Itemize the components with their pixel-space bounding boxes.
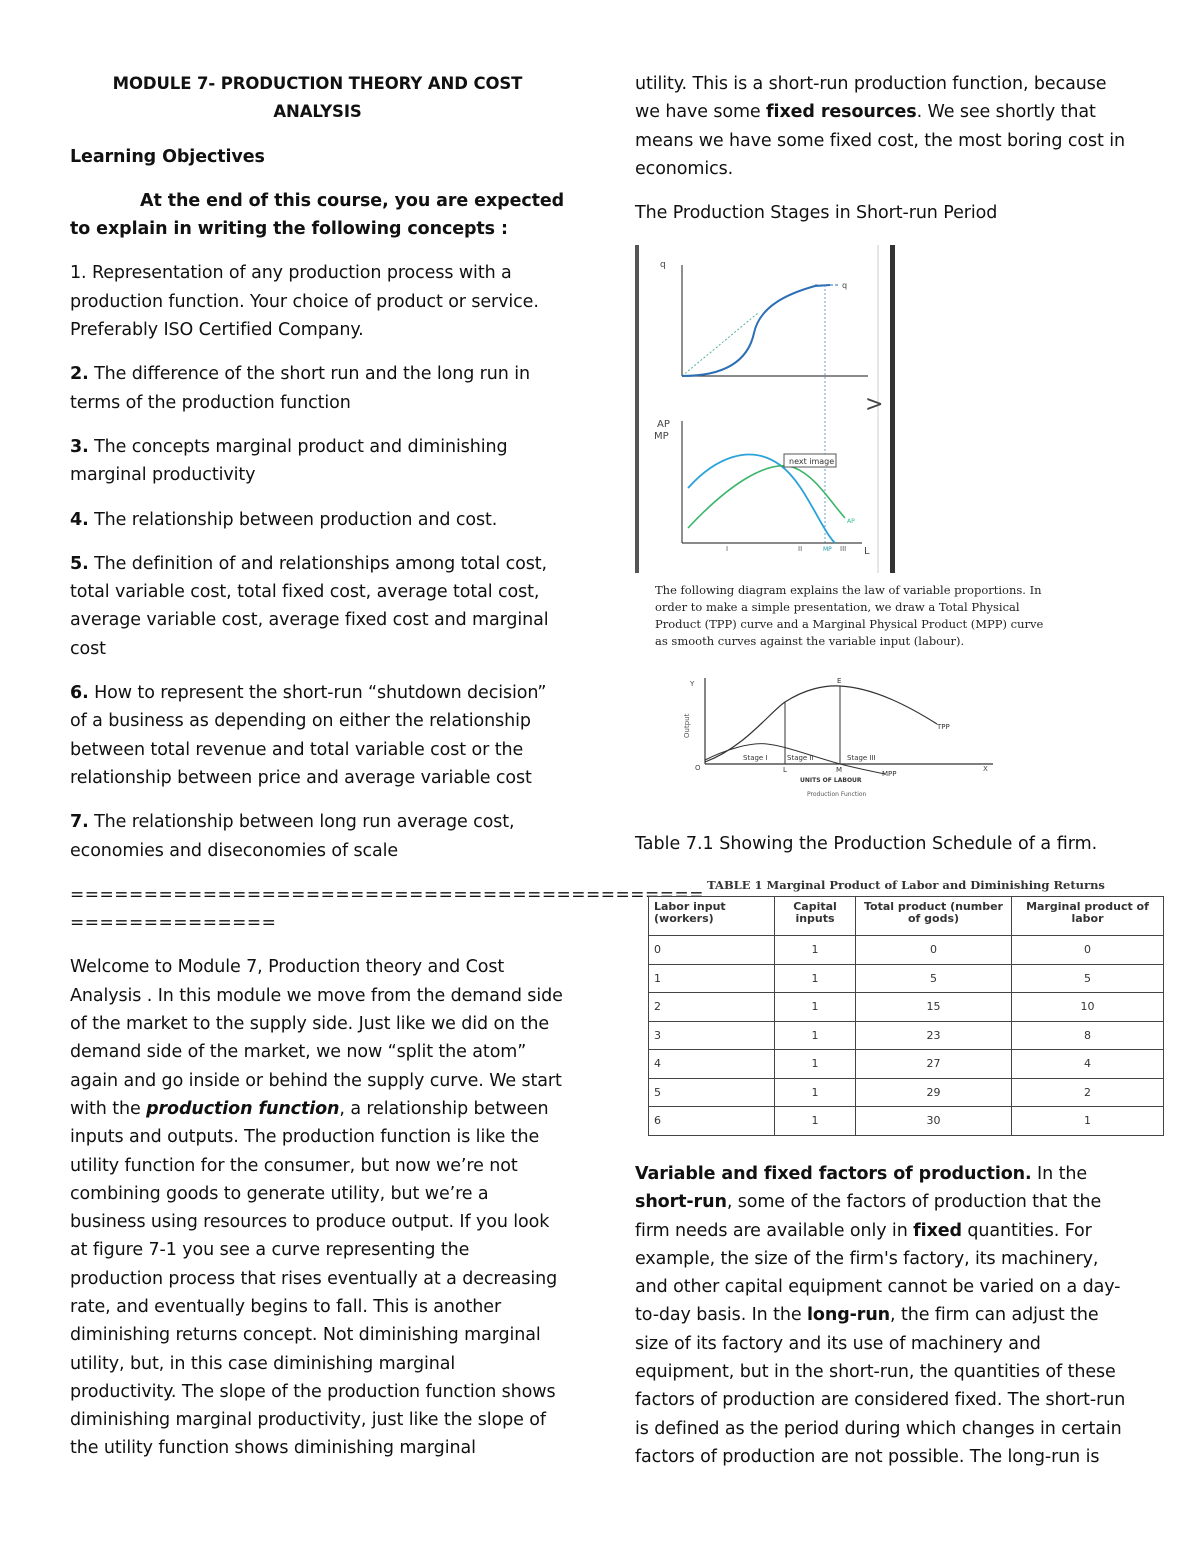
variable-fixed-factors-paragraph bbox=[635, 1160, 1135, 1471]
cell: 2 bbox=[1012, 1078, 1164, 1107]
vf-text-1: In the bbox=[1031, 1164, 1087, 1184]
objective-7 bbox=[70, 808, 565, 865]
stages-heading: The Production Stages in Short-run Period bbox=[635, 203, 998, 224]
production-function-sublabel: Production Function bbox=[807, 791, 867, 798]
next-image-label: next image bbox=[789, 457, 835, 466]
cell: 4 bbox=[649, 1050, 775, 1079]
table-row bbox=[649, 1021, 1164, 1050]
objective-number: 7. bbox=[70, 812, 89, 833]
objective-4 bbox=[70, 506, 565, 534]
mp-curve bbox=[688, 455, 835, 543]
cell: 0 bbox=[856, 936, 1012, 965]
law-of-variable-proportions-caption: The following diagram explains the law of variable proportions. In order to make a simple presentation, we draw a Total Physical Product (TPP) curve and a Marginal Physical Product (MPP) curve as smooth curves against the variable input (labour). bbox=[655, 583, 1044, 648]
cell: 1 bbox=[775, 964, 856, 993]
objective-2 bbox=[70, 360, 565, 417]
table-row bbox=[649, 1078, 1164, 1107]
cell: 1 bbox=[775, 1050, 856, 1079]
stage-i-label: I bbox=[726, 545, 729, 553]
table-row bbox=[649, 964, 1164, 993]
units-of-labour-label: UNITS OF LABOUR bbox=[800, 777, 862, 784]
welcome-text-2: , a relationship between inputs and outputs. The production function is like the utility function for the consumer, but now we’re not combining goods to generate utility, but we’re a business using resources to produce output. If you look at figure 7-1 you see a curve representing the production process that rises eventually at a decreasing rate, and eventually begins to fall. This is another diminishing returns concept. Not diminishing marginal utility, but, in this case diminishing marginal productivity. The slope of the production function shows diminishing marginal productivity, just like the slope of the utility function shows diminishing marginal bbox=[70, 1098, 558, 1459]
objective-text: The concepts marginal product and diminishing marginal productivity bbox=[70, 436, 508, 486]
cell: 0 bbox=[649, 936, 775, 965]
vf-text-3: quantities. For example, the size of the firm's factory, its machinery, and other capital equipment cannot be varied on a day-to-day basis. In the bbox=[635, 1220, 1121, 1326]
mp-axis-label: MP bbox=[654, 431, 669, 442]
output-axis-label: Output bbox=[683, 713, 691, 738]
cell: 5 bbox=[1012, 964, 1164, 993]
objective-6 bbox=[70, 679, 565, 792]
table-heading: Table 7.1 Showing the Production Schedule of a firm. bbox=[635, 834, 1098, 854]
cell: 8 bbox=[1012, 1021, 1164, 1050]
objective-text: Representation of any production process with a production function. Your choice of product or service. Preferably ISO Certified Company. bbox=[70, 263, 539, 341]
cell: 15 bbox=[856, 993, 1012, 1022]
continuation-text-1: utility. This is a short-run production function, because we have some bbox=[635, 74, 1107, 123]
cell: 1 bbox=[775, 993, 856, 1022]
welcome-paragraph bbox=[70, 953, 565, 1462]
vf-text-2: , some of the factors of production that the firm needs are available only in bbox=[635, 1192, 1102, 1241]
stage-ii-label: II bbox=[798, 545, 803, 553]
title-line-1: MODULE 7- PRODUCTION THEORY AND COST bbox=[112, 74, 523, 93]
mpp-label: MPP bbox=[882, 770, 897, 778]
objective-number: 5. bbox=[70, 553, 89, 574]
cell: 30 bbox=[856, 1107, 1012, 1136]
table-row bbox=[649, 1107, 1164, 1136]
objective-text: The relationship between production and cost. bbox=[88, 509, 498, 530]
cell: 1 bbox=[649, 964, 775, 993]
ap-curve-label: AP bbox=[847, 518, 855, 525]
figure-left-border bbox=[635, 245, 639, 573]
table-row bbox=[649, 936, 1164, 965]
vf-text-4: , the firm can adjust the size of its factory and its use of machinery and equipment, but in the short-run, the quantities of these factors of production are considered fixed. The short-run is defined as the period during which changes in certain factors of production are not possible. The long-run is bbox=[635, 1305, 1126, 1467]
cell: 27 bbox=[856, 1050, 1012, 1079]
next-arrow-icon: > bbox=[865, 392, 884, 417]
tpp-y-label: Y bbox=[690, 680, 695, 688]
cell: 1 bbox=[775, 1021, 856, 1050]
header-capital: Capital inputs bbox=[775, 897, 856, 936]
welcome-text-1: Welcome to Module 7, Production theory and Cost Analysis . In this module we move from the demand side of the market to the supply side. Just like we did on the demand side of the market, we now “split the atom” again and go inside or behind the supply curve. We start with the bbox=[70, 957, 563, 1119]
production-function-term: production function bbox=[146, 1098, 340, 1119]
table-row bbox=[649, 1050, 1164, 1079]
cell: 5 bbox=[649, 1078, 775, 1107]
mp-curve-label: MP bbox=[823, 546, 832, 553]
objective-text: The difference of the short run and the long run in terms of the production function bbox=[70, 364, 530, 413]
table-header-row bbox=[649, 897, 1164, 936]
objective-3 bbox=[70, 433, 565, 490]
cell: 29 bbox=[856, 1078, 1012, 1107]
objective-text: The definition of and relationships among total cost, total variable cost, total fixed cost, average total cost, average variable cost, average fixed cost and marginal cost bbox=[70, 553, 549, 659]
learning-objectives-heading: Learning Objectives bbox=[70, 146, 265, 167]
production-stages-figure bbox=[630, 243, 900, 576]
objective-number: 1. bbox=[70, 263, 87, 284]
continuation-paragraph bbox=[635, 70, 1135, 183]
cell: 3 bbox=[649, 1021, 775, 1050]
intro-text: At the end of this course, you are expected to explain in writing the following concepts : bbox=[70, 190, 565, 240]
objective-number: 3. bbox=[70, 436, 89, 457]
vf-heading: Variable and fixed factors of production. bbox=[635, 1164, 1032, 1184]
ap-axis-label: AP bbox=[657, 419, 670, 430]
objective-number: 4. bbox=[70, 509, 89, 530]
cell: 1 bbox=[1012, 1107, 1164, 1136]
objective-5 bbox=[70, 550, 565, 663]
objective-text: How to represent the short-run “shutdown decision” of a business as depending on either the relationship between total revenue and total variable cost or the relationship between price and average variable cost bbox=[70, 683, 547, 788]
separator-line-1: =========================================== bbox=[70, 884, 704, 905]
tpp-label: TPP bbox=[937, 723, 950, 731]
cell: 1 bbox=[775, 936, 856, 965]
production-schedule-table-wrap bbox=[648, 878, 1164, 1136]
tp-q-curve-label: q bbox=[842, 281, 848, 290]
tpp-origin-label: O bbox=[695, 764, 701, 772]
l-axis-label: L bbox=[864, 546, 870, 557]
cell: 4 bbox=[1012, 1050, 1164, 1079]
m-point-label: M bbox=[836, 766, 843, 774]
fixed-term: fixed bbox=[913, 1220, 962, 1241]
table-caption: TABLE 1 Marginal Product of Labor and Diminishing Returns bbox=[707, 878, 1105, 892]
objective-1 bbox=[70, 259, 565, 344]
tp-q-label: q bbox=[660, 260, 666, 270]
cell: 1 bbox=[775, 1078, 856, 1107]
objective-number: 6. bbox=[70, 683, 89, 704]
production-schedule-table bbox=[648, 896, 1164, 1136]
tp-ray bbox=[682, 313, 758, 376]
figure-right-border bbox=[890, 245, 895, 573]
stage-iii-label: III bbox=[840, 545, 847, 553]
stage-3-label: Stage III bbox=[847, 754, 876, 762]
stage-2-label: Stage II bbox=[787, 754, 814, 762]
cell: 23 bbox=[856, 1021, 1012, 1050]
title-line-2: ANALYSIS bbox=[273, 102, 362, 122]
cell: 5 bbox=[856, 964, 1012, 993]
cell: 1 bbox=[775, 1107, 856, 1136]
header-total-product: Total product (number of gods) bbox=[856, 897, 1012, 936]
tpp-mpp-figure bbox=[675, 672, 1005, 802]
module-title bbox=[70, 70, 565, 127]
tpp-curve bbox=[705, 686, 937, 762]
e-point-label: E bbox=[837, 677, 842, 685]
ap-curve bbox=[688, 466, 845, 528]
cell: 6 bbox=[649, 1107, 775, 1136]
short-run-term: short-run bbox=[635, 1192, 727, 1213]
separator-line-2: ============== bbox=[70, 913, 277, 934]
tp-curve bbox=[682, 285, 830, 376]
cell: 10 bbox=[1012, 993, 1164, 1022]
objective-text: The relationship between long run average cost, economies and diseconomies of scale bbox=[70, 812, 515, 861]
right-column bbox=[635, 70, 1135, 243]
cell: 2 bbox=[649, 993, 775, 1022]
table-row bbox=[649, 993, 1164, 1022]
continuation-text-2: . We see shortly that means we have some fixed cost, the most boring cost in economics. bbox=[635, 102, 1126, 179]
header-marginal-product: Marginal product of labor bbox=[1012, 897, 1164, 936]
cell: 0 bbox=[1012, 936, 1164, 965]
long-run-term: long-run bbox=[807, 1305, 891, 1326]
tpp-x-label: X bbox=[983, 765, 988, 773]
l-point-label: L bbox=[783, 766, 787, 774]
objectives-intro bbox=[70, 187, 565, 244]
fixed-resources-term: fixed resources bbox=[766, 102, 917, 123]
objective-number: 2. bbox=[70, 364, 89, 385]
stage-1-label: Stage I bbox=[743, 754, 768, 762]
header-labor: Labor input (workers) bbox=[649, 897, 775, 936]
